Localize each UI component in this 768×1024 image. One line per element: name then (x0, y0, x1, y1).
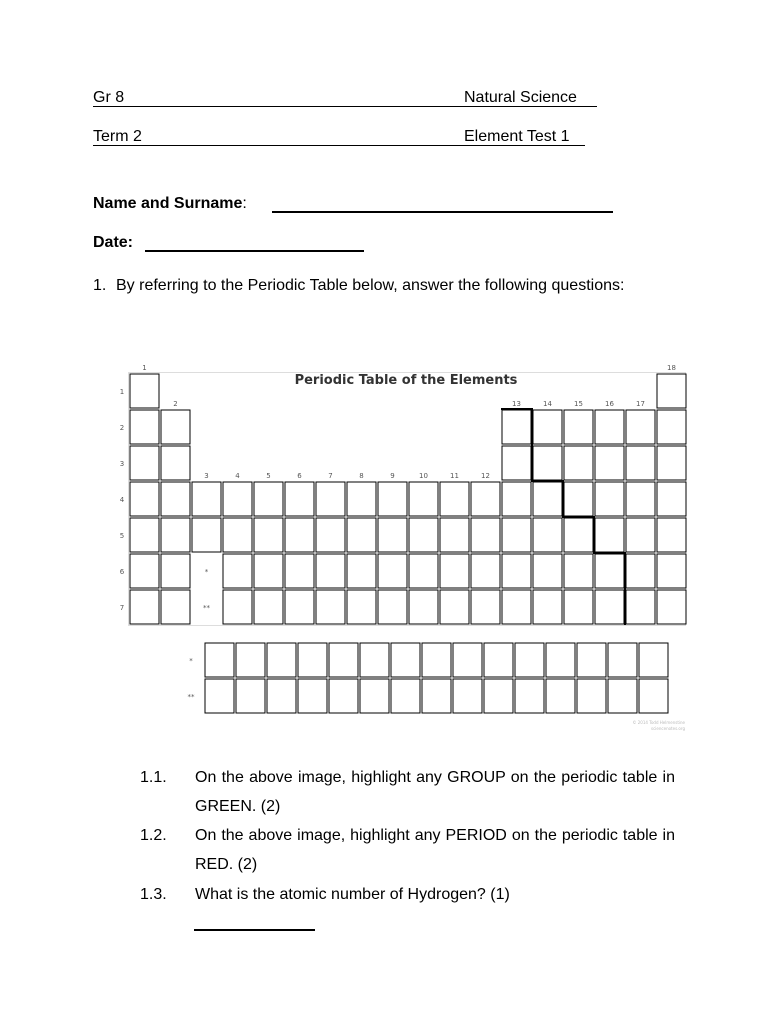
periodic-table-image[interactable] (110, 360, 690, 736)
element-cell (502, 446, 531, 480)
element-cell (316, 482, 345, 516)
element-cell (564, 410, 593, 444)
element-cell (657, 410, 686, 444)
f-block-cell (267, 679, 296, 713)
element-cell (316, 518, 345, 552)
f-block-cell (298, 643, 327, 677)
date-field-label: Date: (93, 234, 134, 251)
element-cell (502, 482, 531, 516)
element-cell (161, 518, 190, 552)
group-label: 4 (235, 472, 240, 480)
group-label: 6 (297, 472, 302, 480)
element-cell (161, 446, 190, 480)
f-block-cell (515, 643, 544, 677)
element-cell (223, 554, 252, 588)
date-answer-line[interactable] (145, 250, 364, 252)
element-cell (347, 554, 376, 588)
element-cell (130, 518, 159, 552)
group-label: 16 (605, 400, 614, 408)
f-block-cell (453, 643, 482, 677)
element-cell (626, 554, 655, 588)
period-label: 7 (119, 604, 125, 612)
element-cell (471, 482, 500, 516)
element-cell (378, 482, 407, 516)
element-cell (254, 482, 283, 516)
element-cell (409, 590, 438, 624)
subquestion-text: What is the atomic number of Hydrogen? (1) (195, 886, 510, 903)
test-label: Element Test 1 (464, 128, 570, 145)
element-cell (254, 554, 283, 588)
f-block-cell (329, 643, 358, 677)
element-cell (595, 518, 624, 552)
element-cell (223, 482, 252, 516)
group-label: 14 (543, 400, 552, 408)
f-block-cell (205, 679, 234, 713)
period-label: 6 (119, 568, 125, 576)
subquestion-1-3 (140, 880, 675, 909)
name-label-text: Name and Surname (93, 195, 243, 212)
subquestion-text: On the above image, highlight any GROUP on the periodic table in GREEN. (2) (195, 769, 675, 815)
actinide-row-marker: ** (187, 693, 195, 701)
f-block-cell (453, 679, 482, 713)
element-cell (626, 518, 655, 552)
site-text: sciencenotes.org (651, 726, 685, 731)
element-cell (564, 590, 593, 624)
lanthanide-marker: * (204, 568, 209, 576)
periodic-table-title: Periodic Table of the Elements (294, 373, 518, 388)
copyright-text: © 2014 Todd Helmenstine (632, 720, 685, 725)
element-cell (347, 482, 376, 516)
element-cell (657, 590, 686, 624)
name-label-colon: : (242, 195, 247, 212)
f-block-cell (484, 643, 513, 677)
f-block-cell (205, 643, 234, 677)
question-1-text: By referring to the Periodic Table below, answer the following questions: (116, 277, 625, 294)
element-cell (595, 410, 624, 444)
f-block-cell (577, 643, 606, 677)
group-label: 1 (142, 364, 147, 372)
element-cell (533, 554, 562, 588)
subquestion-text: On the above image, highlight any PERIOD on the periodic table in RED. (2) (195, 827, 675, 873)
element-cell (223, 518, 252, 552)
element-cell (502, 554, 531, 588)
f-block-cell (422, 643, 451, 677)
element-cell (533, 482, 562, 516)
element-cell (409, 482, 438, 516)
f-block-cell (515, 679, 544, 713)
element-cell (285, 554, 314, 588)
element-cell (533, 518, 562, 552)
element-cell (471, 518, 500, 552)
element-cell (564, 446, 593, 480)
element-cell (347, 518, 376, 552)
group-label: 17 (636, 400, 645, 408)
element-cell (502, 590, 531, 624)
element-cell (161, 410, 190, 444)
name-field-label (93, 194, 247, 214)
element-cell (409, 554, 438, 588)
f-block-cell (360, 679, 389, 713)
element-cell (440, 554, 469, 588)
element-cell (657, 374, 686, 408)
term-label: Term 2 (93, 128, 142, 145)
element-cell (595, 590, 624, 624)
element-cell (471, 590, 500, 624)
element-cell (254, 590, 283, 624)
element-cell (161, 590, 190, 624)
element-cell (502, 518, 531, 552)
f-block-cell (236, 643, 265, 677)
lanthanide-row-marker: * (189, 657, 193, 665)
group-label: 13 (512, 400, 521, 408)
element-cell (564, 518, 593, 552)
period-label: 3 (119, 460, 125, 468)
element-cell (564, 482, 593, 516)
element-cell (254, 518, 283, 552)
group-label: 7 (328, 472, 333, 480)
element-cell (657, 554, 686, 588)
element-cell (130, 410, 159, 444)
f-block-cell (484, 679, 513, 713)
element-cell (285, 590, 314, 624)
hydrogen-answer-line[interactable] (194, 929, 315, 931)
subquestion-number: 1.3. (140, 886, 167, 903)
group-label: 18 (667, 364, 676, 372)
group-label: 8 (359, 472, 364, 480)
element-cell (626, 410, 655, 444)
subquestion-number: 1.2. (140, 827, 167, 844)
element-cell (130, 482, 159, 516)
element-cell (595, 554, 624, 588)
element-cell (564, 554, 593, 588)
f-block-cell (577, 679, 606, 713)
element-cell (378, 518, 407, 552)
element-cell (533, 446, 562, 480)
f-block-cell (639, 679, 668, 713)
group-label: 10 (419, 472, 428, 480)
f-block-cell (329, 679, 358, 713)
grade-label: Gr 8 (93, 89, 125, 106)
element-cell (440, 518, 469, 552)
element-cell (657, 482, 686, 516)
group-label: 3 (204, 472, 209, 480)
element-cell (595, 446, 624, 480)
f-block-cell (422, 679, 451, 713)
f-block-cell (546, 643, 575, 677)
element-cell (161, 482, 190, 516)
element-cell (192, 482, 221, 516)
element-cell (130, 446, 159, 480)
f-block-cell (608, 679, 637, 713)
f-block-cell (236, 679, 265, 713)
subquestion-1-2 (140, 821, 675, 879)
f-block-cell (391, 643, 420, 677)
element-cell (316, 554, 345, 588)
subject-label: Natural Science (464, 89, 577, 106)
element-cell (161, 554, 190, 588)
element-cell (471, 554, 500, 588)
name-answer-line[interactable] (272, 211, 613, 213)
element-cell (626, 482, 655, 516)
f-block-cell (267, 643, 296, 677)
element-cell (130, 374, 159, 408)
f-block-cell (298, 679, 327, 713)
group-label: 12 (481, 472, 490, 480)
element-cell (440, 482, 469, 516)
element-cell (223, 590, 252, 624)
f-block-cell (608, 643, 637, 677)
group-label: 5 (266, 472, 271, 480)
actinide-marker: ** (203, 604, 210, 612)
element-cell (626, 590, 655, 624)
element-cell (533, 410, 562, 444)
question-1-number: 1. (93, 277, 107, 294)
element-cell (657, 446, 686, 480)
question-1 (93, 271, 675, 300)
group-label: 9 (390, 472, 395, 480)
element-cell (502, 410, 531, 444)
f-block-cell (546, 679, 575, 713)
group-label: 15 (574, 400, 583, 408)
period-label: 1 (119, 388, 125, 396)
element-cell (285, 482, 314, 516)
f-block-cell (360, 643, 389, 677)
subquestion-1-1 (140, 763, 675, 821)
element-cell (285, 518, 314, 552)
period-label: 4 (119, 496, 125, 504)
element-cell (409, 518, 438, 552)
element-cell (378, 590, 407, 624)
element-cell (192, 518, 221, 552)
element-cell (378, 554, 407, 588)
f-block-cell (639, 643, 668, 677)
element-cell (316, 590, 345, 624)
element-cell (626, 446, 655, 480)
period-label: 2 (119, 424, 125, 432)
element-cell (130, 554, 159, 588)
element-cell (533, 590, 562, 624)
element-cell (657, 518, 686, 552)
element-cell (130, 590, 159, 624)
subquestion-number: 1.1. (140, 769, 167, 786)
f-block-cell (391, 679, 420, 713)
element-cell (440, 590, 469, 624)
period-label: 5 (119, 532, 125, 540)
element-cell (347, 590, 376, 624)
header-rule-2 (93, 145, 585, 146)
group-label: 11 (450, 472, 459, 480)
header-rule-1 (93, 106, 597, 107)
element-cell (595, 482, 624, 516)
group-label: 2 (173, 400, 178, 408)
